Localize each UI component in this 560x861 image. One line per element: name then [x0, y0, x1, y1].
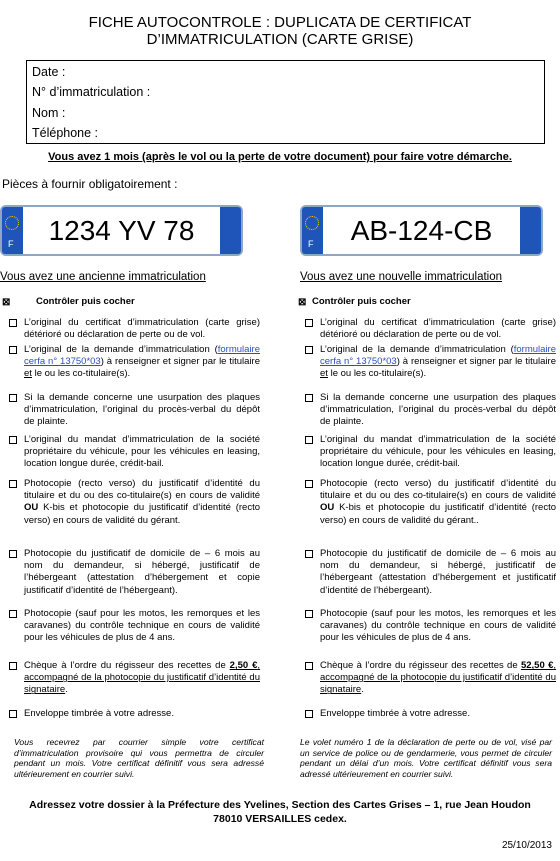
deadline-notice: Vous avez 1 mois (après le vol ou la perte de votre document) pour faire votre démarche.: [48, 151, 512, 163]
item-text: L’original du certificat d’immatriculation (carte grise) détérioré ou déclaration de perte ou de vol.: [320, 317, 556, 341]
checked-box-icon: ⊠: [2, 297, 11, 308]
new-plate-number: AB-124-CB: [350, 215, 493, 246]
applicant-info-box: [26, 60, 545, 144]
checkbox[interactable]: [305, 319, 313, 327]
new-plate-caption: Vous avez une nouvelle immatriculation: [300, 271, 503, 283]
eu-stars-icon: [5, 216, 19, 230]
checkbox[interactable]: [305, 662, 313, 670]
checkbox[interactable]: [9, 394, 17, 402]
checklist-header-label: Contrôler puis cocher: [312, 296, 411, 307]
mailing-address: [0, 798, 560, 826]
old-license-plate: [0, 205, 243, 256]
checklist-header: [298, 296, 556, 310]
item-text: L’original de la demande d’immatriculation (formulaire cerfa n° 13750*03) à renseigner et signer par le titulaire et le ou les co-titulaire(s).: [24, 344, 260, 380]
checkbox[interactable]: [305, 710, 313, 718]
title-line-1: FICHE AUTOCONTROLE : DUPLICATA DE CERTIFICAT: [88, 14, 472, 31]
region-band-right: [220, 207, 241, 254]
checkbox[interactable]: [9, 436, 17, 444]
item-text: Photocopie du justificatif de domicile de – 6 mois au nom du demandeur, si hébergé, justificatif de l’hébergeant (attestation d’hébergement et justificatif d’identité de l’hébergeant).: [320, 548, 556, 596]
item-text: Si la demande concerne une usurpation des plaques d’immatriculation, l’original du procès-verbal du dépôt de plainte.: [320, 392, 556, 428]
old-registration-checklist: [2, 296, 260, 719]
old-plate-caption: Vous avez une ancienne immatriculation: [0, 271, 206, 283]
new-registration-note: Le volet numéro 1 de la déclaration de perte ou de vol, visé par un service de police ou de gendarmerie, vous permet de circuler pendant un délai d’un mois. Votre certificat définitif vous sera adressé ultérieurement en courrier suivi.: [300, 737, 552, 779]
checkbox[interactable]: [9, 550, 17, 558]
item-text: Chèque à l’ordre du régisseur des recettes de 52,50 €, accompagné de la photocopie du justificatif d’identité du signataire.: [320, 660, 557, 696]
checkbox[interactable]: [9, 710, 17, 718]
checkbox[interactable]: [305, 550, 313, 558]
checkbox[interactable]: [305, 346, 313, 354]
eu-stars-icon: [305, 216, 319, 230]
item-text: L’original du mandat d’immatriculation de la société propriétaire du véhicule, pour les véhicules en leasing, location longue durée, crédit-bail.: [320, 434, 556, 470]
page-title: [0, 14, 560, 48]
item-text: Photocopie (sauf pour les motos, les remorques et les caravanes) du contrôle technique en cours de validité pour les véhicules de plus de 4 ans.: [24, 608, 260, 644]
checkbox[interactable]: [9, 346, 17, 354]
title-line-2: D’IMMATRICULATION (CARTE GRISE): [146, 31, 414, 48]
item-text: L’original du certificat d’immatriculation (carte grise) détérioré ou déclaration de perte ou de vol.: [24, 317, 260, 341]
required-documents-title: Pièces à fournir obligatoirement :: [2, 177, 178, 191]
checklist-header: [2, 296, 260, 310]
item-text: Enveloppe timbrée à votre adresse.: [24, 708, 174, 719]
old-plate-number: 1234 YV 78: [48, 215, 195, 246]
address-line-1: Adressez votre dossier à la Préfecture des Yvelines, Section des Cartes Grises – 1, rue Jean Houdon: [29, 799, 531, 811]
date-field-label[interactable]: Date :: [32, 65, 66, 79]
item-text: Photocopie du justificatif de domicile de – 6 mois au nom du demandeur, si hébergé, justificatif de l’hébergeant (attestation d’hébergement et copie justificatif d’identité de l’hébergeant).: [24, 548, 260, 596]
item-text: Photocopie (recto verso) du justificatif d’identité du titulaire et du ou des co-titulaire(s) en cours de validité OU K-bis et photocopie du justificatif d’identité (recto verso) en cours de validité du gérant.: [24, 478, 260, 526]
item-text: L’original de la demande d’immatriculation (formulaire cerfa n° 13750*03) à renseigner et signer par le titulaire et le ou les co-titulaire(s).: [320, 344, 556, 380]
registration-field-label[interactable]: N° d’immatriculation :: [32, 85, 151, 99]
document-date: 25/10/2013: [501, 840, 552, 851]
old-registration-note: Vous recevrez par courrier simple votre certificat d’immatriculation provisoire qui vous permettra de circuler pendant un mois. Votre certificat définitif vous sera adressé ultérieurement en courrier suivi.: [14, 737, 264, 779]
eu-band-left: [2, 207, 23, 254]
country-code: F: [8, 239, 14, 249]
item-text: Enveloppe timbrée à votre adresse.: [320, 708, 470, 719]
checkbox[interactable]: [9, 319, 17, 327]
checkbox[interactable]: [9, 480, 17, 488]
checkbox[interactable]: [9, 610, 17, 618]
address-line-2: 78010 VERSAILLES cedex.: [213, 813, 347, 825]
cerfa-form-link[interactable]: formulaire cerfa n° 13750*03: [320, 344, 556, 368]
item-text: Photocopie (sauf pour les motos, les remorques et les caravanes) du contrôle technique en cours de validité pour les véhicules de plus de 4 ans.: [320, 608, 556, 644]
region-band-right: [520, 207, 541, 254]
checkbox[interactable]: [305, 480, 313, 488]
country-code: F: [308, 239, 314, 249]
item-text: L’original du mandat d’immatriculation de la société propriétaire du véhicule, pour les véhicules en leasing, location longue durée, crédit-bail.: [24, 434, 260, 470]
checked-box-icon: ⊠: [298, 297, 307, 308]
checkbox[interactable]: [305, 610, 313, 618]
checkbox[interactable]: [305, 394, 313, 402]
cerfa-form-link[interactable]: formulaire cerfa n° 13750*03: [24, 344, 260, 368]
checkbox[interactable]: [305, 436, 313, 444]
phone-field-label[interactable]: Téléphone :: [32, 126, 99, 140]
eu-band-left: [302, 207, 323, 254]
new-registration-checklist: [298, 296, 557, 719]
item-text: Si la demande concerne une usurpation des plaques d’immatriculation, l’original du procès-verbal du dépôt de plainte.: [24, 392, 260, 428]
item-text: Chèque à l’ordre du régisseur des recettes de 2,50 €, accompagné de la photocopie du justificatif d’identité du signataire.: [24, 660, 260, 696]
new-license-plate: [300, 205, 543, 256]
name-field-label[interactable]: Nom :: [32, 106, 66, 120]
checkbox[interactable]: [9, 662, 17, 670]
checklist-header-label: Contrôler puis cocher: [36, 296, 135, 307]
item-text: Photocopie (recto verso) du justificatif d’identité du titulaire et du ou des co-titulaire(s) en cours de validité OU K-bis et photocopie du justificatif d’identité (recto verso) en cours de validité du gérant..: [320, 478, 556, 526]
